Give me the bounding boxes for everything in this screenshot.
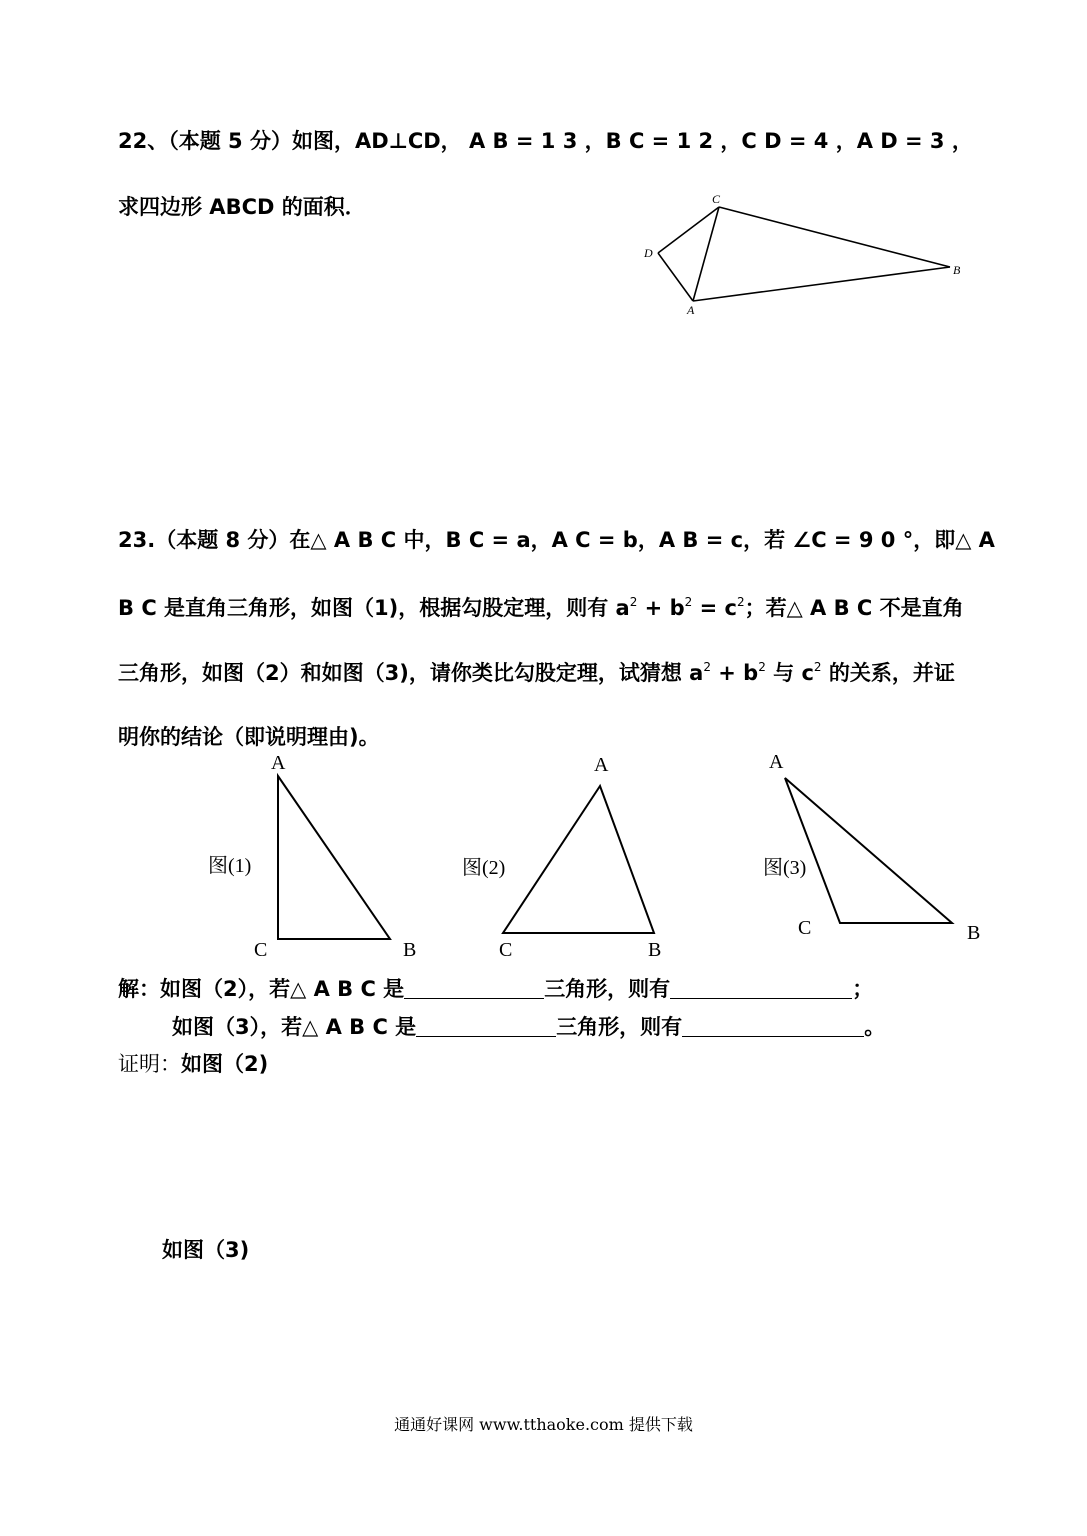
q23-line3-b: + b [710, 661, 759, 685]
triangle-figure-1 [278, 776, 390, 939]
q23-line2 [118, 596, 964, 619]
sup-2: 2 [703, 660, 711, 674]
solution-line-1 [118, 979, 873, 1000]
footer-source: 通通好课网 www.tthaoke.com 提供下载 [394, 1415, 693, 1434]
q23-line3-d: 的关系，并证 [821, 661, 955, 685]
proof-fig2: 如图（2) [181, 1052, 269, 1076]
q22-label-b: B [953, 263, 961, 277]
fig3-label-a: A [769, 751, 784, 773]
solution-line-2 [172, 1017, 885, 1038]
q23-line4: 明你的结论（即说明理由)。 [118, 725, 380, 749]
answer-blank-3[interactable] [416, 1018, 556, 1037]
fig2-label-c: C [499, 939, 513, 961]
q23-line3 [118, 661, 955, 684]
fig1-label-b: B [403, 939, 417, 961]
sup-2: 2 [736, 595, 745, 609]
solution-1-b: 三角形，则有 [544, 977, 671, 1001]
triangle-figure-3 [785, 778, 952, 923]
q23-line2-a: B C 是直角三角形，如图（1)，根据勾股定理，则有 a [118, 596, 630, 620]
sup-2: 2 [758, 660, 766, 674]
q23-line1: 23.（本题 8 分）在△ A B C 中，B C = a，A C = b，A B = c，若 ∠C = 9 0 °，即△ A [118, 528, 995, 552]
solution-2-c: 。 [864, 1015, 886, 1039]
solution-2-b: 三角形，则有 [556, 1015, 683, 1039]
fig3-label-b: B [967, 922, 981, 944]
q23-line2-c: = c [692, 596, 737, 620]
fig1-label-c: C [254, 939, 268, 961]
q23-line3-a: 三角形，如图（2）和如图（3)，请你类比勾股定理，试猜想 a [118, 661, 704, 685]
fig3-label-c: C [798, 917, 812, 939]
sup-2: 2 [684, 595, 693, 609]
q22-label-a: A [687, 303, 695, 317]
solution-2-a: 如图（3），若△ A B C 是 [172, 1015, 417, 1039]
solution-1-c: ； [852, 977, 874, 1001]
q22-label-c: C [712, 192, 721, 206]
proof-fig3: 如图（3) [162, 1238, 250, 1262]
fig1-caption: 图(1) [208, 855, 252, 877]
triangle-figure-2 [503, 786, 654, 933]
answer-blank-4[interactable] [682, 1018, 864, 1037]
fig2-label-b: B [648, 939, 662, 961]
sup-2: 2 [629, 595, 638, 609]
q22-quadrilateral-figure [658, 207, 950, 301]
q23-line2-d: ；若△ A B C 不是直角 [744, 596, 964, 620]
q23-line2-b: + b [637, 596, 685, 620]
fig1-label-a: A [271, 752, 286, 774]
q22-line1: 22、（本题 5 分）如图，AD⊥CD， A B = 1 3 ，B C = 1 2 ，C D = 4 ，A D = 3 ， [118, 129, 973, 153]
q22-line2: 求四边形 ABCD 的面积． [118, 195, 366, 219]
sup-2: 2 [813, 660, 822, 674]
q23-line3-c: 与 c [765, 661, 814, 685]
q22-label-d: D [644, 246, 653, 260]
proof-label: 证明： [118, 1052, 181, 1076]
answer-blank-1[interactable] [404, 980, 544, 999]
proof-line [118, 1054, 268, 1075]
fig3-caption: 图(3) [763, 857, 807, 879]
fig2-label-a: A [594, 754, 609, 776]
solution-1-a: 解：如图（2），若△ A B C 是 [118, 977, 405, 1001]
answer-blank-2[interactable] [670, 980, 852, 999]
fig2-caption: 图(2) [462, 857, 506, 879]
